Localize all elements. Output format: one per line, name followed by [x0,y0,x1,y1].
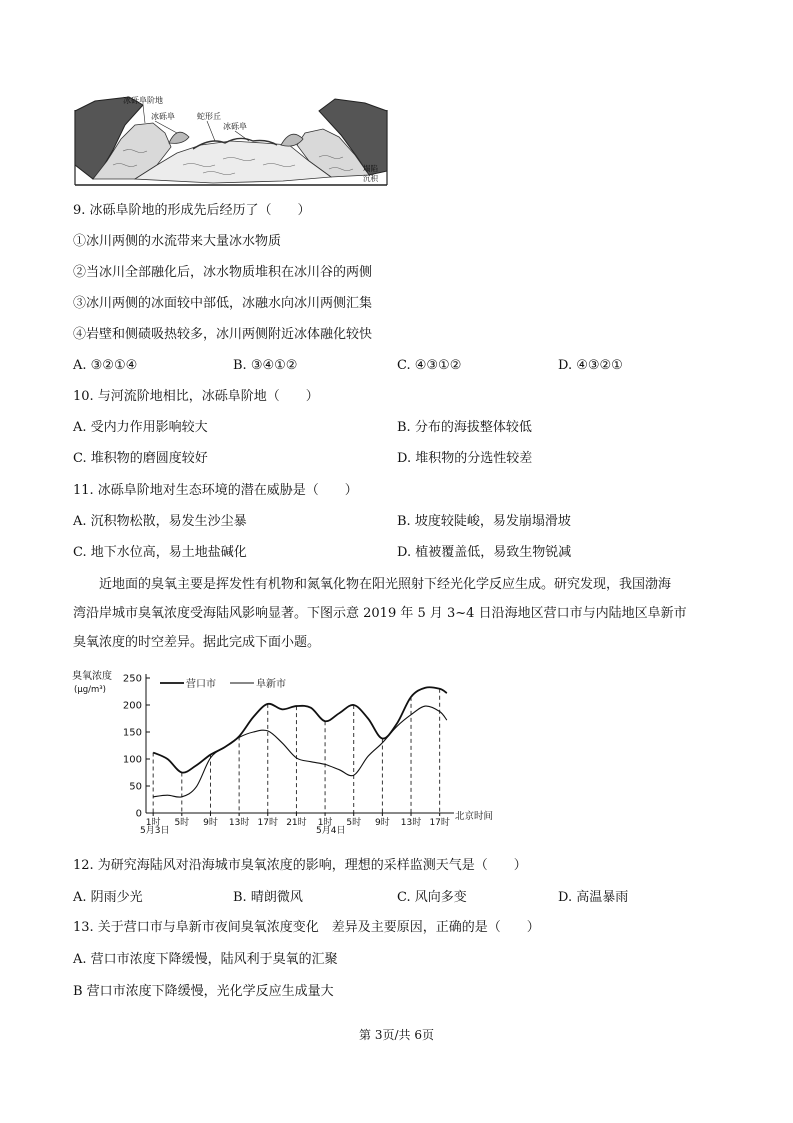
reading-passage [73,570,723,657]
day-label-2: 5月4日 [316,826,346,836]
x-tick-label: 13时 [228,818,250,828]
q10-option-d[interactable]: D. 堆积物的分选性较差 [397,451,533,466]
y-tick-label: 100 [122,754,142,766]
q13-option-a[interactable]: A. 营口市浓度下降缓慢，陆风利于臭氧的汇聚 [73,952,338,967]
q9-option-d[interactable]: D. ④③②① [558,358,623,373]
q9-option-b[interactable]: B. ③④①② [233,358,298,373]
x-tick-label: 17时 [257,818,278,828]
ozone-chart [70,665,510,840]
x-tick-label: 9时 [203,818,218,828]
q10-option-a[interactable]: A. 受内力作用影响较大 [73,420,208,435]
y-tick-label: 0 [135,808,142,820]
q11-option-a[interactable]: A. 沉积物松散，易发生沙尘暴 [73,514,247,529]
label-collapse: 塌陷 [363,164,378,173]
x-tick-label: 13时 [400,818,422,828]
y-tick-label: 250 [122,673,142,685]
chart-legend [160,677,286,690]
label-deposit: 沉积 [363,174,378,183]
q10-option-b[interactable]: B. 分布的海拔整体较低 [397,420,532,435]
q12-option-c[interactable]: C. 风向多变 [397,890,467,905]
day-label-1: 5月3日 [140,826,170,836]
page-footer: 第 3页/共 6页 [359,1028,434,1042]
chart-xlabel: 北京时间 [455,811,494,822]
legend-label-yingkou: 营口市 [186,679,216,690]
y-tick-label: 150 [122,727,142,739]
y-tick-label: 50 [129,781,142,793]
q11-option-c[interactable]: C. 地下水位高，易土地盐碱化 [73,545,247,560]
label-esker: 蛇形丘 [197,112,221,121]
label-kame-terrace: 冰砾阜阶地 [123,96,163,105]
q9-statement-4: ④岩壁和侧碛吸热较多，冰川两侧附近冰体融化较快 [73,327,373,342]
x-tick-label: 5时 [346,818,362,828]
passage-line-1: 近地面的臭氧主要是挥发性有机物和氮氧化物在阳光照射下经光化学反应生成。研究发现，我国渤海 [99,577,672,592]
chart-grid [153,689,440,813]
q12-option-b[interactable]: B. 晴朗微风 [233,890,303,905]
q11-option-d[interactable]: D. 植被覆盖低，易致生物锐减 [397,545,572,560]
x-tick-label: 9时 [375,818,390,828]
y-tick-label: 200 [122,700,142,712]
passage-line-2: 湾沿岸城市臭氧浓度受海陆风影响显著。下图示意 2019 年 5 月 3~4 日沿海地区营口市与内陆地区阜新市 [73,606,687,621]
q11-option-b[interactable]: B. 坡度较陡峻，易发崩塌滑坡 [397,514,571,529]
chart-ylabel: 臭氧浓度 [72,671,112,682]
glacial-valley-diagram [73,95,389,190]
q9-option-a[interactable]: A. ③②①④ [73,358,138,373]
x-tick-label: 1时 [317,818,333,828]
q9-statement-2: ②当冰川全部融化后，冰水物质堆积在冰川谷的两侧 [73,265,373,280]
series-line-fuxin [153,706,447,797]
q9-option-c[interactable]: C. ④③①② [397,358,462,373]
q13-option-b[interactable]: B 营口市浓度下降缓慢，光化学反应生成量大 [73,984,334,999]
q9-statement-3: ③冰川两侧的冰面较中部低，冰融水向冰川两侧汇集 [73,296,373,311]
q12-option-a[interactable]: A. 阴雨少光 [73,890,143,905]
x-tick-label: 17时 [429,818,450,828]
label-kame-2: 冰砾阜 [223,122,247,131]
chart-yunit: (μg/m³) [74,685,106,695]
question-12-stem: 12. 为研究海陆风对沿海城市臭氧浓度的影响，理想的采样监测天气是（ ） [73,858,527,873]
passage-line-3: 臭氧浓度的时空差异。据此完成下面小题。 [73,635,321,650]
question-13-stem: 13. 关于营口市与阜新市夜间臭氧浓度变化 差异及主要原因，正确的是（ ） [73,920,540,935]
x-tick-label: 1时 [145,818,161,828]
q12-option-d[interactable]: D. 高温暴雨 [558,890,629,905]
q10-option-c[interactable]: C. 堆积物的磨圆度较好 [73,451,208,466]
question-11-stem: 11. 冰砾阜阶地对生态环境的潜在威胁是（ ） [73,483,358,498]
question-10-stem: 10. 与河流阶地相比，冰砾阜阶地（ ） [73,389,319,404]
legend-label-fuxin: 阜新市 [256,679,286,690]
kame-mound [169,132,189,143]
x-tick-label: 21时 [286,818,307,828]
chart-series [153,687,447,797]
question-9-stem: 9. 冰砾阜阶地的形成先后经历了（ ） [73,203,311,218]
q9-statement-1: ①冰川两侧的水流带来大量冰水物质 [73,234,282,249]
x-tick-label: 5时 [174,818,190,828]
label-kame: 冰砾阜 [151,112,175,121]
